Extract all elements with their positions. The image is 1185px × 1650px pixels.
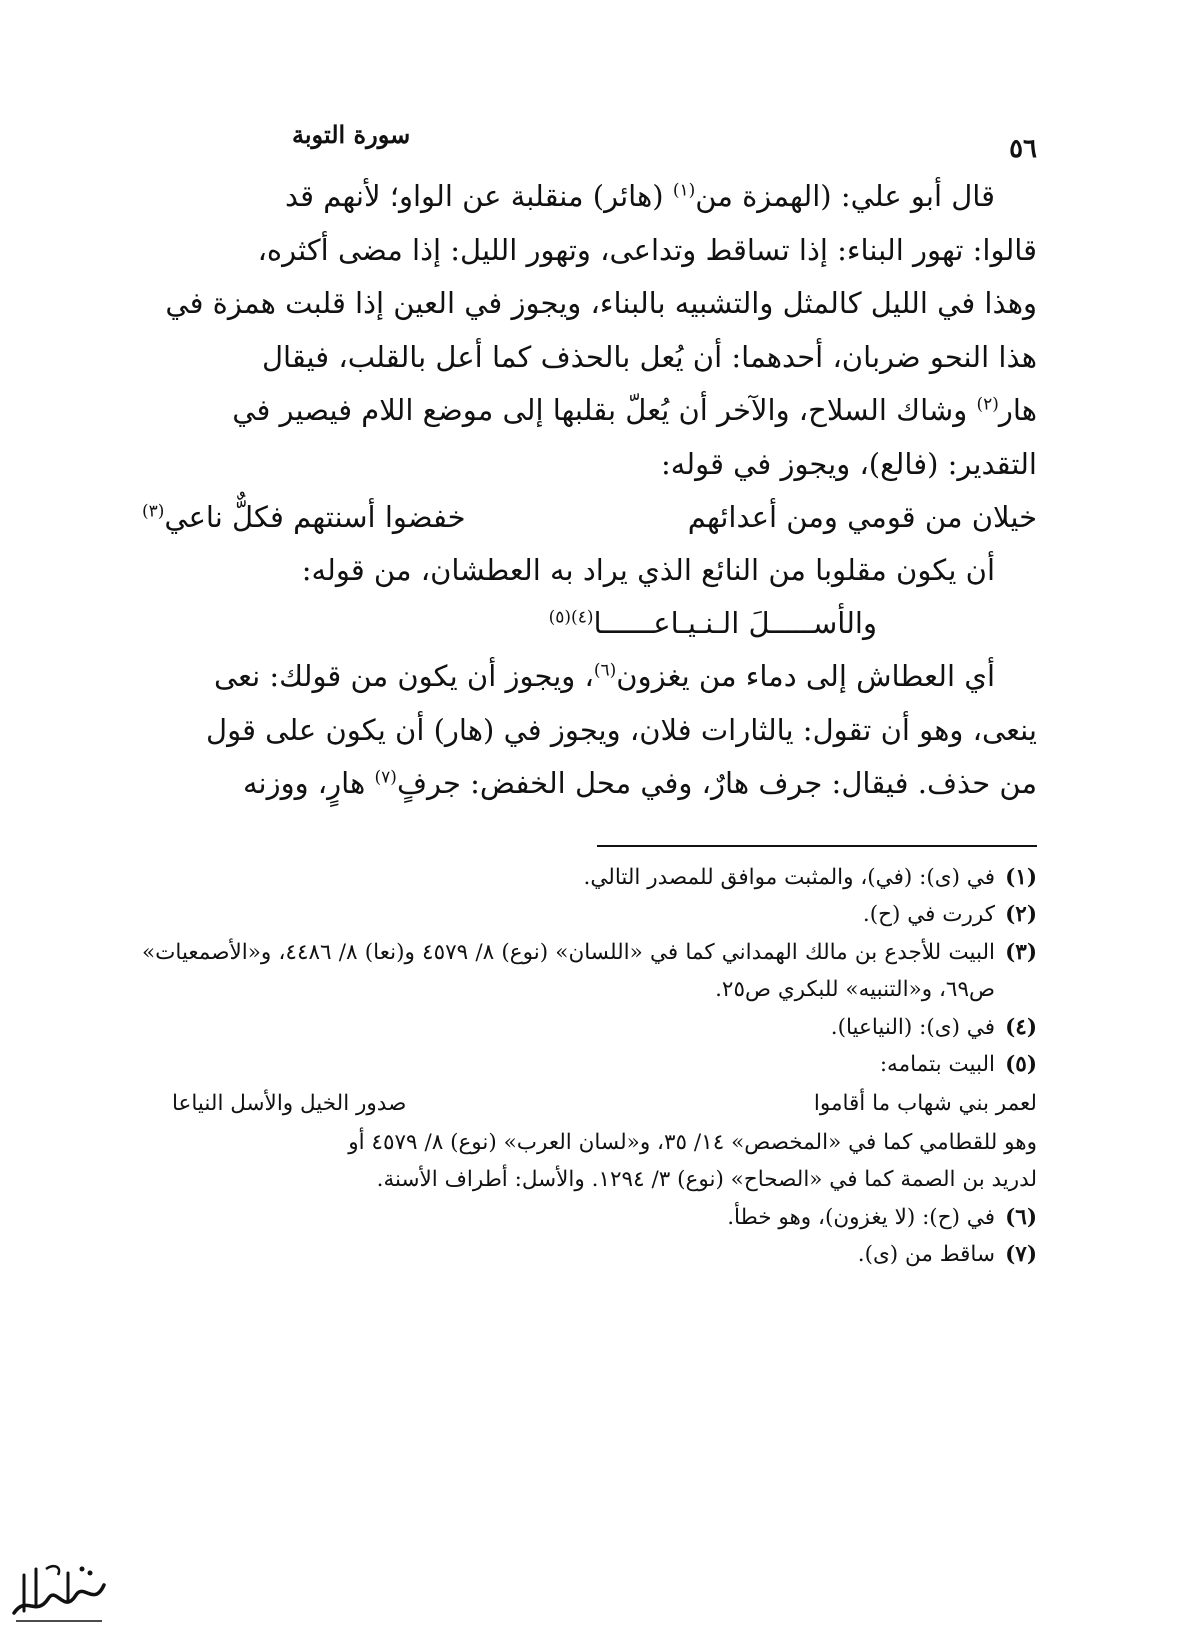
text-line: ينعى، وهو أن تقول: يالثارات فلان، ويجوز في (هار) أن يكون على قول (206, 712, 1037, 747)
footnote-text: في (ى): (النياعيا). (830, 1014, 995, 1040)
calligraphy-logo-icon (6, 1555, 110, 1629)
text-line: أن يكون مقلوبا من النائع الذي يراد به العطشان، من قوله: (301, 553, 995, 587)
surah-name: سورة التوبة (292, 120, 411, 149)
footnote-text: كررت في (ح). (862, 902, 995, 927)
footnote-ref: (٤)(٥) (548, 607, 594, 628)
footnote-item (142, 1009, 1037, 1047)
book-page (142, 120, 1037, 1274)
text-line: وهذا في الليل كالمثل والتشبيه بالبناء، ويجوز في العين إذا قلبت همزة في (165, 286, 1037, 320)
footnote-divider (597, 845, 1037, 847)
footnote-number: (٤) (1005, 1014, 1037, 1040)
footnote-item (142, 1199, 1037, 1237)
text-line: قالوا: تهور البناء: إذا تساقط وتداعى، وتهور الليل: إذا مضى أكثره، (257, 232, 1037, 267)
footnote-number: (٥) (1005, 1052, 1037, 1077)
text-line: هذا النحو ضربان، أحدهما: أن يُعل بالحذف كما أعل بالقلب، فيقال (261, 339, 1037, 374)
footnote-continuation: لدريد بن الصمة كما في «الصحاح» (نوع) ٣/ ١٢٩٤. والأسل: أطراف الأسنة. (376, 1167, 1037, 1192)
text-line: التقدير: (فالع)، ويجوز في قوله: (660, 446, 1037, 481)
footnote-number: (١) (1005, 864, 1037, 890)
page-number: ٥٦ (1009, 134, 1037, 164)
footnote-text: في (ى): (في)، والمثبت موافق للمصدر التالي. (583, 864, 995, 890)
verse-second-hemistich: صدور الخيل والأسل النياعا (172, 1090, 407, 1116)
footnote-number: (٢) (1005, 902, 1037, 927)
main-text (142, 170, 1037, 491)
footnote-text: في (ح): (لا يغزون)، وهو خطأ. (727, 1204, 995, 1230)
verse-first-hemistich: خيلان من قومي ومن أعدائهم (687, 500, 1037, 534)
footnote-item (142, 859, 1037, 897)
footnote-item (142, 1236, 1037, 1274)
verse-first-hemistich: لعمر بني شهاب ما أقاموا (813, 1090, 1037, 1116)
footnote-text: البيت للأجدع بن مالك الهمداني كما في «اللسان» (نوع) ٨/ ٤٥٧٩ و(نعا) ٨/ ٤٤٨٦، و«الأصمعيات» ص٦٩، و«التنبيه» للبكري ص٢٥. (142, 939, 995, 1002)
footnote-item (142, 896, 1037, 934)
footnote-text: ساقط من (ى). (857, 1242, 995, 1267)
footnote-number: (٦) (1005, 1204, 1037, 1230)
footnote-ref: (٢) (976, 394, 999, 415)
footnote-ref: (٦) (593, 660, 617, 681)
footnote-ref: (٧) (374, 767, 397, 788)
footnote-ref: (١) (672, 180, 696, 201)
running-header (142, 120, 1037, 170)
text-line: أي العطاش إلى دماء من يغزون$^{(٦)}$، ويجوز أن يكون من قولك: نعى (213, 659, 995, 693)
text-line: قال أبو علي: (الهمزة من$^{(١)}$ (هائر) منقلبة عن الواو؛ لأنهم قد (284, 179, 995, 213)
footnotes (142, 859, 1037, 1274)
footnote-ref: (٣) (142, 501, 165, 522)
footnote-text: البيت بتمامه: (879, 1052, 995, 1077)
footnote-number: (٣) (1005, 939, 1037, 965)
footnote-item (142, 934, 1037, 1009)
footnote-verse (142, 1084, 1037, 1124)
poetry-verse (142, 491, 1037, 544)
footnote-number: (٧) (1005, 1242, 1037, 1267)
poetry-fragment: والأســـــلَ الـنـيـاعــــــا$^{(٤)(٥)}$ (548, 606, 877, 640)
main-text-continued (142, 650, 1037, 811)
footnote-item (142, 1046, 1037, 1084)
text-line: من حذف. فيقال: جرف هارٌ، وفي محل الخفض: جرفٍ$^{(٧)}$ هارٍ، ووزنه (242, 766, 1037, 800)
verse-second-hemistich: خفضوا أسنتهم فكلٌّ ناعي$^{(٣)}$ (142, 500, 466, 534)
text-line: هار$^{(٢)}$ وشاك السلاح، والآخر أن يُعلّ بقلبها إلى موضع اللام فيصير في (232, 393, 1037, 427)
footnote-continuation: وهو للقطامي كما في «المخصص» ١٤/ ٣٥، و«لسان العرب» (نوع) ٨/ ٤٥٧٩ أو (348, 1129, 1037, 1155)
